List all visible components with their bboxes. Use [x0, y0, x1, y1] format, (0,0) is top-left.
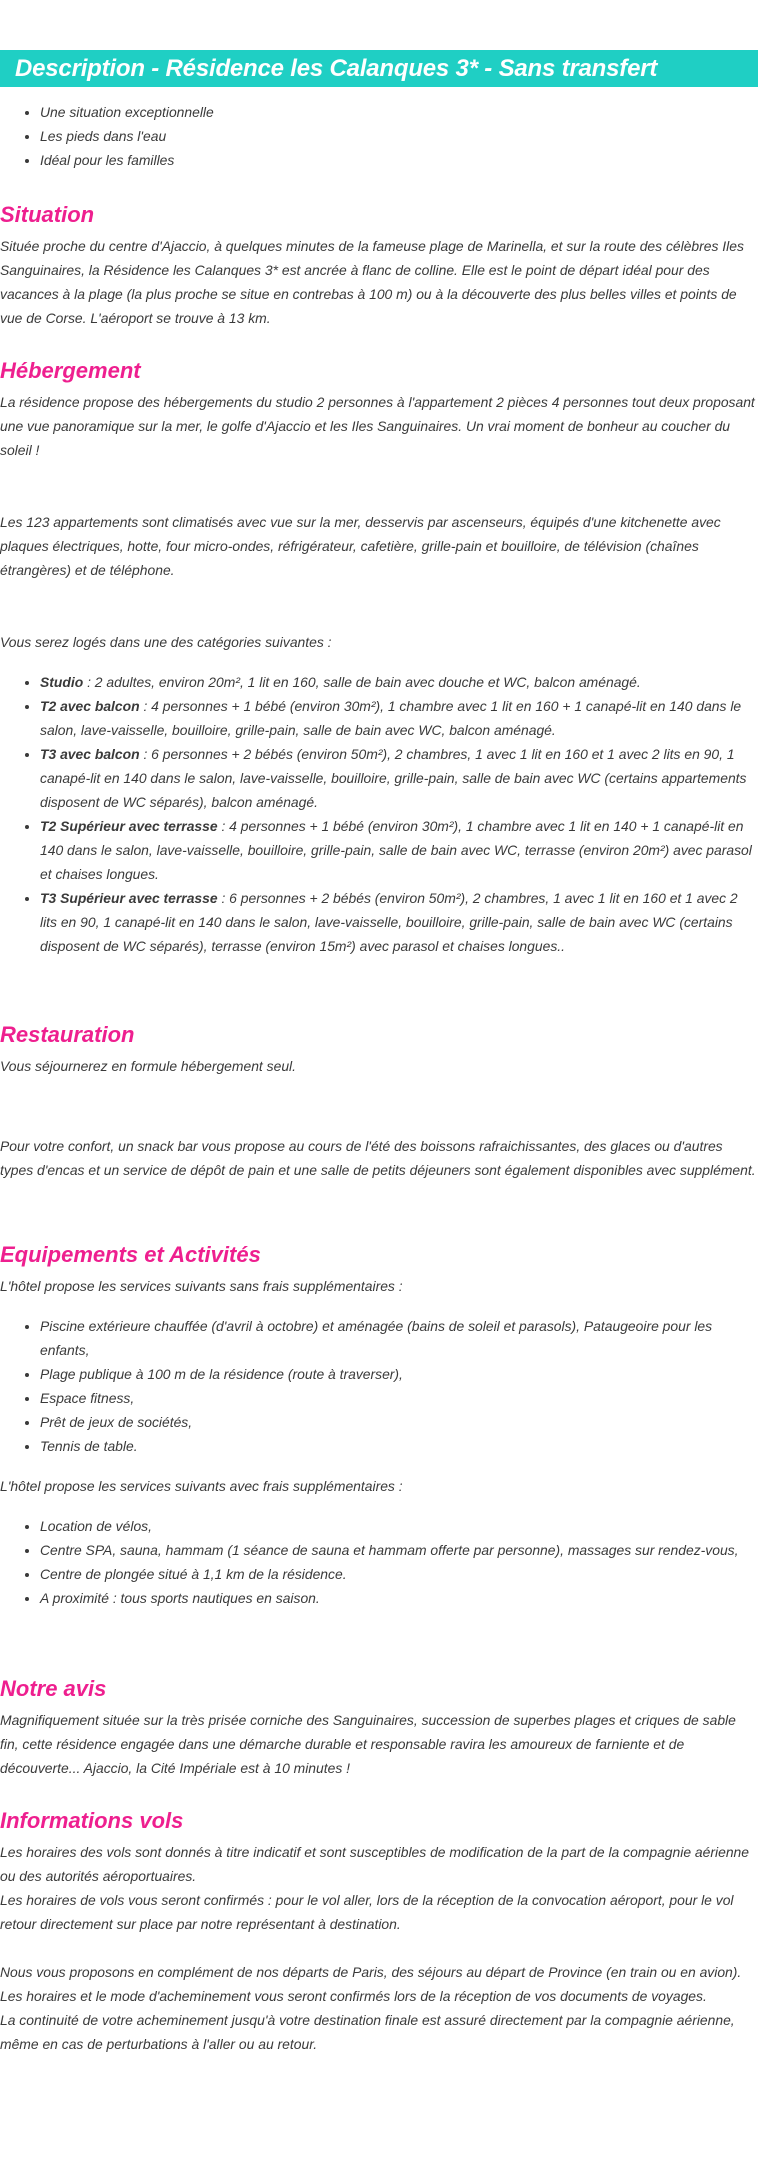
situation-heading: Situation	[0, 202, 95, 227]
restauration-heading: Restauration	[0, 1022, 135, 1047]
vols-heading: Informations vols	[0, 1808, 184, 1833]
category-name: Studio	[40, 674, 84, 690]
restauration-snack: Pour votre confort, un snack bar vous propose au cours de l'été des boissons rafraichissantes, des glaces ou d'autres types d'encas et un service de dépôt de pain et une salle de petits déjeuners sont également disponibles avec supplément.	[0, 1138, 756, 1178]
category-name: T2 avec balcon	[40, 698, 140, 714]
list-item: • A proximité : tous sports nautiques en saison.	[40, 1586, 758, 1610]
vols-confirmation: Les horaires de vols vous seront confirmés : pour le vol aller, lors de la réception de la convocation aéroport, pour le vol retour directement sur place par notre représentant à destination.	[0, 1892, 734, 1932]
highlights-list	[0, 100, 758, 172]
categories-list	[0, 670, 758, 958]
avis-heading: Notre avis	[0, 1676, 107, 1701]
restauration-formula: Vous séjournerez en formule hébergement seul.	[0, 1058, 296, 1074]
description-content	[0, 100, 758, 2056]
hebergement-equipment: Les 123 appartements sont climatisés avec vue sur la mer, desservis par ascenseurs, équipés d'une kitchenette avec plaques électriques, hotte, four micro-ondes, réfrigérateur, cafetière, grille-pain et bouilloire, de télévision (chaînes étrangères) et de téléphone.	[0, 514, 721, 578]
avis-text: Magnifiquement située sur la très prisée corniche des Sanguinaires, succession de superbes plages et criques de sable fin, cette résidence engagée dans une démarche durable et responsable ravira les amoureux de farniente et de découverte... Ajaccio, la Cité Impériale est à 10 minutes !	[0, 1712, 736, 1776]
free-services-intro: L'hôtel propose les services suivants sans frais supplémentaires :	[0, 1278, 403, 1294]
list-item: • Espace fitness,	[40, 1386, 758, 1410]
page-title: Description - Résidence les Calanques 3* - Sans transfert	[15, 55, 658, 82]
category-desc: : 4 personnes + 1 bébé (environ 30m²), 1 chambre avec 1 lit en 160 + 1 canapé-lit en 140 dans le salon, lave-vaisselle, bouilloire, grille-pain, salle de bain avec WC, balcon aménagé.	[40, 698, 742, 738]
category-name: T3 Supérieur avec terrasse	[40, 890, 218, 906]
list-item: • Location de vélos,	[40, 1514, 758, 1538]
paid-services-list	[0, 1514, 758, 1610]
category-desc: : 6 personnes + 2 bébés (environ 50m²), 2 chambres, 1 avec 1 lit en 160 et 1 avec 2 lits en 90, 1 canapé-lit en 140 dans le salon, lave-vaisselle, bouilloire, grille-pain, salle de bain avec WC (certains disposent de WC séparés), terrasse (environ 15m²) avec parasol et chaises longues..	[40, 890, 738, 954]
free-services-list	[0, 1314, 758, 1458]
paid-services-intro: L'hôtel propose les services suivants avec frais supplémentaires :	[0, 1478, 403, 1494]
category-item	[40, 670, 758, 694]
list-item: • Plage publique à 100 m de la résidence (route à traverser),	[40, 1362, 758, 1386]
list-item: • Piscine extérieure chauffée (d'avril à octobre) et aménagée (bains de soleil et parasols), Pataugeoire pour les enfants,	[40, 1314, 758, 1362]
hebergement-heading: Hébergement	[0, 358, 141, 383]
title-banner	[0, 50, 758, 87]
category-item	[40, 694, 758, 742]
category-desc: : 2 adultes, environ 20m², 1 lit en 160, salle de bain avec douche et WC, balcon aménagé.	[83, 674, 641, 690]
category-item	[40, 886, 758, 958]
list-item: • Prêt de jeux de sociétés,	[40, 1410, 758, 1434]
list-item: • Les pieds dans l'eau	[40, 124, 758, 148]
list-item: • Centre de plongée situé à 1,1 km de la résidence.	[40, 1562, 758, 1586]
vols-continuity: La continuité de votre acheminement jusqu'à votre destination finale est assuré directement par la compagnie aérienne, même en cas de perturbations à l'aller ou au retour.	[0, 2012, 735, 2052]
list-item: • Idéal pour les familles	[40, 148, 758, 172]
list-item: • Tennis de table.	[40, 1434, 758, 1458]
vols-disclaimer: Les horaires des vols sont donnés à titre indicatif et sont susceptibles de modification de la part de la compagnie aérienne ou des autorités aéroportuaires.	[0, 1844, 749, 1884]
list-item: • Centre SPA, sauna, hammam (1 séance de sauna et hammam offerte par personne), massages sur rendez-vous,	[40, 1538, 758, 1562]
category-name: T3 avec balcon	[40, 746, 140, 762]
list-item: • Une situation exceptionnelle	[40, 100, 758, 124]
hebergement-categories-intro: Vous serez logés dans une des catégories suivantes :	[0, 634, 332, 650]
situation-text: Située proche du centre d'Ajaccio, à quelques minutes de la fameuse plage de Marinella, et sur la route des célèbres Iles Sanguinaires, la Résidence les Calanques 3* est ancrée à flanc de colline. Elle est le point de départ idéal pour des vacances à la plage (la plus proche se situe en contrebas à 100 m) ou à la découverte des plus belles villes et points de vue de Corse. L'aéroport se trouve à 13 km.	[0, 238, 744, 326]
hebergement-intro: La résidence propose des hébergements du studio 2 personnes à l'appartement 2 pièces 4 personnes tout deux proposant une vue panoramique sur la mer, le golfe d'Ajaccio et les Iles Sanguinaires. Un vrai moment de bonheur au coucher du soleil !	[0, 394, 755, 458]
category-item	[40, 814, 758, 886]
category-desc: : 6 personnes + 2 bébés (environ 50m²), 2 chambres, 1 avec 1 lit en 160 et 1 avec 2 lits en 90, 1 canapé-lit en 140 dans le salon, lave-vaisselle, bouilloire, grille-pain, salle de bain avec WC (certains appartements disposent de WC séparés), balcon aménagé.	[40, 746, 747, 810]
vols-province: Nous vous proposons en complément de nos départs de Paris, des séjours au départ de Province (en train ou en avion).	[0, 1964, 742, 1980]
vols-documents: Les horaires et le mode d'acheminement vous seront confirmés lors de la réception de vos documents de voyages.	[0, 1988, 707, 2004]
category-name: T2 Supérieur avec terrasse	[40, 818, 218, 834]
category-desc: : 4 personnes + 1 bébé (environ 30m²), 1 chambre avec 1 lit en 140 + 1 canapé-lit en 140 dans le salon, lave-vaisselle, bouilloire, grille-pain, salle de bain avec WC, terrasse (environ 20m²) avec parasol et chaises longues.	[40, 818, 752, 882]
category-item	[40, 742, 758, 814]
equipements-heading: Equipements et Activités	[0, 1242, 261, 1267]
